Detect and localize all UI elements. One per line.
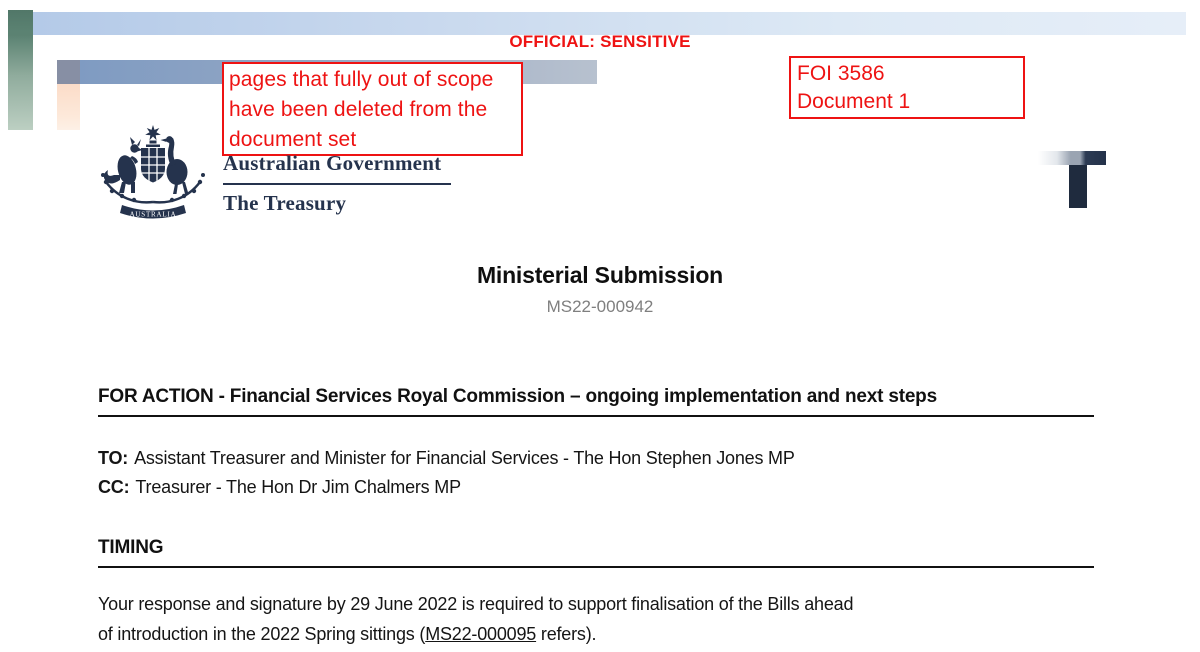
page-title: Ministerial Submission xyxy=(476,262,724,288)
ms-reference-link[interactable]: MS22-000095 xyxy=(425,624,537,644)
agency-wordmark: The Treasury xyxy=(223,191,347,215)
for-action-heading: FOR ACTION - Financial Services Royal Commission – ongoing implementation and next steps xyxy=(98,386,1094,417)
commonwealth-star-icon xyxy=(145,125,161,140)
foi-scope-note-box: pages that fully out of scope have been deleted from the document set xyxy=(222,62,523,156)
accent-bar-gray-square xyxy=(57,60,80,84)
accent-bar-green xyxy=(8,10,33,130)
timing-heading: TIMING xyxy=(98,537,1094,568)
submission-reference: MS22-000942 xyxy=(546,297,654,316)
cc-label: CC: xyxy=(98,477,130,497)
foi-reference-box xyxy=(789,56,1025,119)
addressee-block xyxy=(98,444,1094,502)
to-line xyxy=(98,444,1094,473)
banner-label: AUSTRALIA xyxy=(129,210,177,219)
to-label: TO: xyxy=(98,448,129,468)
timing-text-line1: Your response and signature by 29 June 2022 is required to support finalisation of the Bills ahead xyxy=(98,594,854,614)
timing-text-line2-post: refers). xyxy=(536,624,597,644)
accent-bar-peach xyxy=(57,84,80,130)
to-value: Assistant Treasurer and Minister for Financial Services - The Hon Stephen Jones MP xyxy=(134,448,795,468)
timing-text-line2-pre: of introduction in the 2022 Spring sittings ( xyxy=(98,624,426,644)
government-wordmark: Australian Government xyxy=(223,151,442,175)
cc-value: Treasurer - The Hon Dr Jim Chalmers MP xyxy=(135,477,461,497)
crest-divider-rule xyxy=(223,183,451,185)
coat-of-arms xyxy=(92,124,214,224)
classification-marking: OFFICIAL: SENSITIVE xyxy=(509,32,691,51)
t-logo-stem xyxy=(1069,165,1087,208)
cc-line xyxy=(98,473,1094,502)
t-logo-crossbar xyxy=(1038,151,1106,165)
timing-paragraph xyxy=(98,589,1094,649)
foi-reference-number: FOI 3586 xyxy=(797,62,885,85)
foi-document-number: Document 1 xyxy=(797,90,911,113)
